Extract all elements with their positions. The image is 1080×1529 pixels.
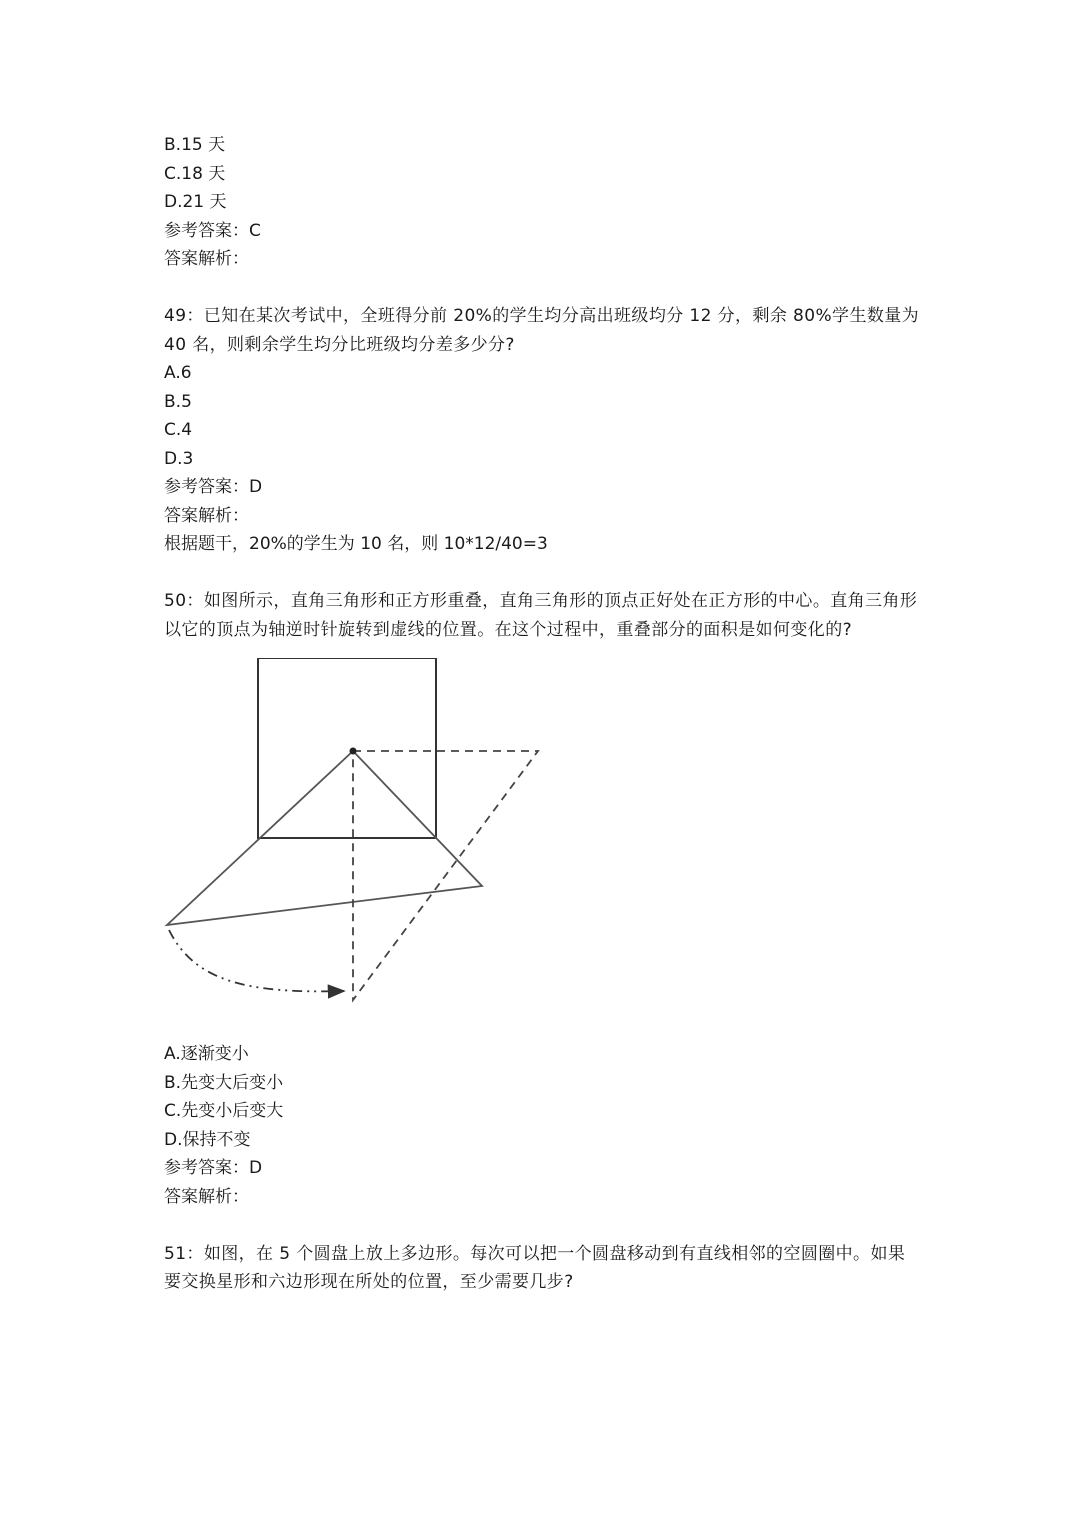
option-c: C.4	[164, 420, 193, 440]
option-b: B.5	[164, 391, 192, 412]
analysis-label: 答案解析：	[164, 249, 249, 269]
rotation-figure	[164, 658, 564, 1030]
option-d: D.保持不变	[164, 1129, 251, 1150]
analysis-label: 答案解析：	[164, 505, 249, 526]
question-49-stem: 49：已知在某次考试中，全班得分前 20%的学生均分高出班级均分 12 分，剩余 80%学生数量为 40 名，则剩余学生均分比班级均分差多少分?	[164, 306, 920, 355]
dashed-rotated-triangle	[353, 751, 538, 1000]
option-d: D.3	[164, 448, 194, 469]
rotation-arrow	[169, 930, 344, 991]
analysis-text: 根据题干，20%的学生为 10 名，则 10*12/40=3	[164, 534, 548, 554]
question-51-stem: 51：如图，在 5 个圆盘上放上多边形。每次可以把一个圆盘移动到有直线相邻的空圆圈中。如果要交换星形和六边形现在所处的位置，至少需要几步?	[164, 1243, 906, 1292]
analysis-label: 答案解析：	[164, 1186, 249, 1207]
reference-answer: 参考答案：D	[164, 477, 263, 497]
option-c: C.18 天	[164, 163, 226, 184]
reference-answer: 参考答案：C	[164, 220, 261, 241]
triangle-vertex-dot	[350, 748, 357, 755]
option-d: D.21 天	[164, 192, 227, 212]
option-b: B.15 天	[164, 135, 226, 155]
question-50-stem: 50：如图所示，直角三角形和正方形重叠，直角三角形的顶点正好处在正方形的中心。直角三角形以它的顶点为轴逆时针旋转到虚线的位置。在这个过程中，重叠部分的面积是如何变化的?	[164, 591, 918, 640]
option-c: C.先变小后变大	[164, 1101, 284, 1121]
option-a: A.6	[164, 363, 192, 383]
option-b: B.先变大后变小	[164, 1072, 284, 1093]
reference-answer: 参考答案：D	[164, 1158, 263, 1178]
option-a: A.逐渐变小	[164, 1044, 249, 1064]
exam-page	[164, 131, 924, 1297]
